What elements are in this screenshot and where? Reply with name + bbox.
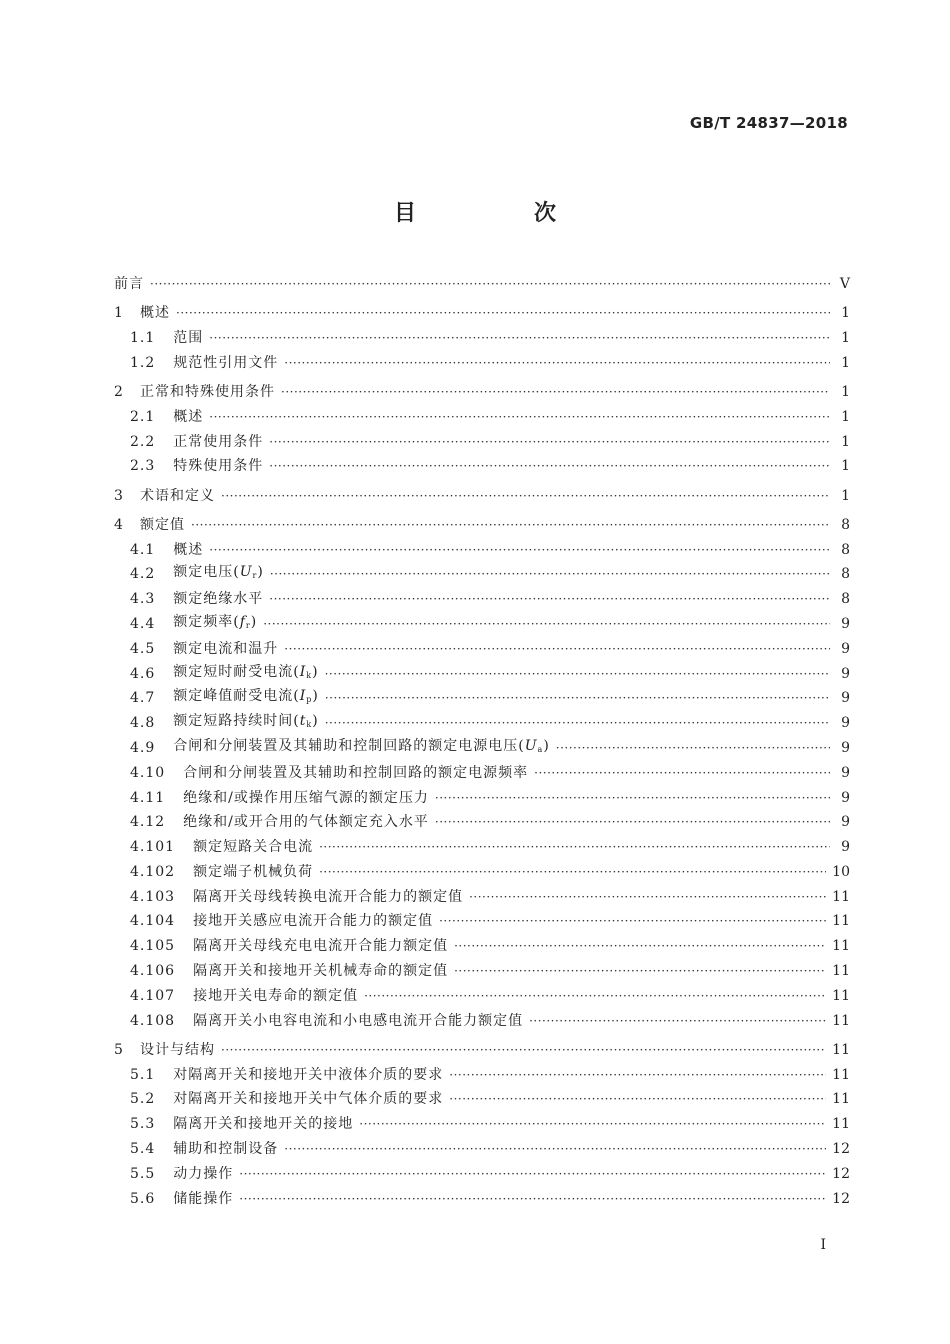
toc-entry-label xyxy=(173,1137,278,1162)
toc-entry-page: 1 xyxy=(841,383,850,400)
toc-entry-label xyxy=(173,1087,443,1112)
toc-entry-number: 5.5 xyxy=(130,1165,156,1182)
toc-entry-page: 9 xyxy=(841,615,850,632)
toc-entry-text: 术语和定义 xyxy=(140,487,215,504)
toc-entry-page: 8 xyxy=(841,541,850,558)
toc-entry-page: 9 xyxy=(841,739,850,756)
toc-entry-tail: ) xyxy=(312,663,319,680)
toc-entry-text: 合闸和分闸装置及其辅助和控制回路的额定电源电压( xyxy=(173,737,525,754)
toc-entry-page: 12 xyxy=(832,1165,850,1182)
toc-entry[interactable] xyxy=(114,1187,850,1212)
toc-entry-text: 概述 xyxy=(173,408,204,425)
toc-entry-page: 8 xyxy=(841,591,850,608)
toc-leader-dots xyxy=(269,430,830,455)
toc-entry-label xyxy=(193,860,313,885)
toc-entry-label xyxy=(193,835,313,860)
toc-entry-label xyxy=(183,761,528,786)
toc-entry-number: 4.105 xyxy=(130,938,176,955)
toc-entry-page: 9 xyxy=(841,715,850,732)
toc-entry-number: 4.102 xyxy=(130,863,176,880)
toc-entry-subscript: p xyxy=(306,695,313,705)
toc-leader-dots xyxy=(435,810,830,835)
toc-entry-page: 1 xyxy=(841,329,850,346)
toc-leader-dots xyxy=(449,1063,826,1088)
toc-entry-text: 额定短路关合电流 xyxy=(193,839,314,856)
toc-entry-text: 额定峰值耐受电流( xyxy=(173,688,300,705)
toc-entry[interactable] xyxy=(114,959,850,984)
toc-leader-dots xyxy=(469,885,826,910)
toc-entry[interactable] xyxy=(114,711,850,736)
toc-leader-dots xyxy=(325,711,830,736)
toc-entry-text: 绝缘和/或操作用压缩气源的额定压力 xyxy=(183,789,429,806)
toc-entry-text: 正常和特殊使用条件 xyxy=(140,383,275,400)
toc-leader-dots xyxy=(191,513,830,538)
toc-entry[interactable] xyxy=(114,686,850,711)
toc-entry-page: 11 xyxy=(832,938,850,955)
toc-leader-dots xyxy=(209,326,830,351)
toc-entry-page: 9 xyxy=(841,665,850,682)
toc-entry[interactable] xyxy=(114,587,850,612)
standard-code: GB/T 24837—2018 xyxy=(689,114,848,132)
toc-entry-text: 前言 xyxy=(114,276,144,292)
toc-entry-subscript: k xyxy=(306,670,313,680)
toc-leader-dots xyxy=(284,1137,826,1162)
toc-entry-number: 1.2 xyxy=(130,354,156,371)
toc-leader-dots xyxy=(209,538,830,563)
toc-leader-dots xyxy=(284,637,830,662)
toc-entry[interactable] xyxy=(114,1112,850,1137)
toc-entry-number: 1 xyxy=(114,305,124,322)
toc-leader-dots xyxy=(325,662,830,687)
toc-entry[interactable] xyxy=(114,637,850,662)
toc-entry-label xyxy=(173,734,550,763)
toc-entry[interactable] xyxy=(114,1063,850,1088)
toc-entry-label xyxy=(193,934,448,959)
toc-entry-text: 设计与结构 xyxy=(140,1041,215,1058)
toc-entry-symbol: t xyxy=(299,713,307,730)
toc-entry-number: 5.2 xyxy=(130,1091,156,1108)
toc-entry[interactable] xyxy=(114,454,850,479)
toc-entry-text: 储能操作 xyxy=(173,1190,234,1207)
toc-entry-tail: ) xyxy=(312,713,319,730)
toc-entry-label xyxy=(173,538,203,563)
toc-entry-page: 11 xyxy=(832,987,850,1004)
toc-leader-dots xyxy=(529,1009,826,1034)
toc-entry-page: 11 xyxy=(832,1066,850,1083)
toc-entry-label xyxy=(173,351,278,376)
toc-entry-text: 隔离开关和接地开关的接地 xyxy=(173,1116,354,1133)
toc-entry-number: 5.1 xyxy=(130,1066,156,1083)
toc-entry-number: 4.7 xyxy=(130,690,156,707)
toc-entry-label xyxy=(140,380,275,405)
toc-entry-page: 9 xyxy=(841,814,850,831)
toc-entry[interactable] xyxy=(114,909,850,934)
toc-entry-page: 11 xyxy=(832,1012,850,1029)
toc-entry-number: 2 xyxy=(114,383,124,400)
toc-entry-number: 4.104 xyxy=(130,913,176,930)
toc-entry-page: 12 xyxy=(832,1141,850,1158)
toc-entry-subscript: r xyxy=(245,620,251,630)
toc-entry-label xyxy=(173,1063,443,1088)
toc-entry-page: 8 xyxy=(841,566,850,583)
toc-entry-number: 4.107 xyxy=(130,987,176,1004)
toc-entry[interactable] xyxy=(114,761,850,786)
toc-entry[interactable] xyxy=(114,1009,850,1034)
toc-entry-subscript: a xyxy=(537,744,544,754)
toc-entry-label xyxy=(193,885,463,910)
toc-entry[interactable] xyxy=(114,301,850,326)
toc-entry-text: 概述 xyxy=(173,541,204,558)
toc-entry-page: 1 xyxy=(841,408,850,425)
toc-leader-dots xyxy=(263,612,830,637)
toc-entry[interactable] xyxy=(114,562,850,587)
toc-entry-number: 4.103 xyxy=(130,888,176,905)
toc-entry-tail: ) xyxy=(312,688,319,705)
toc-leader-dots xyxy=(439,909,826,934)
toc-entry-text: 特殊使用条件 xyxy=(173,458,264,475)
toc-entry-text: 额定短路持续时间( xyxy=(173,713,300,730)
toc-leader-dots xyxy=(449,1087,826,1112)
toc-entry-tail: ) xyxy=(543,737,550,754)
toc-entry[interactable] xyxy=(114,1087,850,1112)
toc-entry-label xyxy=(173,610,257,639)
toc-entry-symbol: I xyxy=(299,688,307,705)
toc-entry[interactable] xyxy=(114,835,850,860)
toc-entry-number: 5.6 xyxy=(130,1190,156,1207)
toc-entry-symbol: f xyxy=(239,613,246,630)
toc-entry[interactable] xyxy=(114,538,850,563)
toc-entry-number: 5.3 xyxy=(130,1116,156,1133)
toc-entry-label xyxy=(173,1187,233,1212)
toc-entry-label xyxy=(173,637,278,662)
toc-entry-label xyxy=(183,810,429,835)
toc-entry[interactable] xyxy=(114,430,850,455)
toc-leader-dots xyxy=(284,351,830,376)
toc-entry-number: 4.106 xyxy=(130,963,176,980)
toc-entry-number: 4.5 xyxy=(130,640,156,657)
toc-entry-label xyxy=(140,484,215,509)
toc-leader-dots xyxy=(454,959,826,984)
toc-entry-page: 1 xyxy=(841,354,850,371)
toc-entry-symbol: I xyxy=(299,663,307,680)
toc-entry-number: 2.1 xyxy=(130,408,156,425)
toc-entry-number: 4.6 xyxy=(130,665,156,682)
toc-entry[interactable] xyxy=(114,484,850,509)
toc-entry-page: 10 xyxy=(832,863,850,880)
toc-leader-dots xyxy=(239,1162,826,1187)
toc-entry-number: 4.10 xyxy=(130,764,166,781)
toc-entry-label xyxy=(193,909,433,934)
toc-entry-page: 11 xyxy=(832,888,850,905)
toc-entry-number: 4.11 xyxy=(130,789,166,806)
toc-entry[interactable] xyxy=(114,513,850,538)
toc-leader-dots xyxy=(270,562,830,587)
toc-entry-text: 合闸和分闸装置及其辅助和控制回路的额定电源频率 xyxy=(183,764,529,781)
toc-entry-page: 11 xyxy=(832,913,850,930)
toc-leader-dots xyxy=(239,1187,826,1212)
toc-entry-number: 5 xyxy=(114,1041,124,1058)
toc-entry-number: 4.12 xyxy=(130,814,166,831)
toc-leader-dots xyxy=(221,484,830,509)
toc-entry[interactable] xyxy=(114,736,850,761)
toc-entry[interactable] xyxy=(114,1162,850,1187)
toc-entry[interactable] xyxy=(114,405,850,430)
toc-entry-number: 4.2 xyxy=(130,566,156,583)
toc-entry-text: 隔离开关小电容电流和小电感电流开合能力额定值 xyxy=(193,1012,524,1029)
toc-entry-page: 9 xyxy=(841,690,850,707)
toc-entry-number: 1.1 xyxy=(130,329,156,346)
toc-entry-text: 接地开关感应电流开合能力的额定值 xyxy=(193,913,434,930)
toc-leader-dots xyxy=(556,736,830,761)
toc-entry-text: 对隔离开关和接地开关中液体介质的要求 xyxy=(173,1066,444,1083)
toc-leader-dots xyxy=(176,301,830,326)
toc-entry-label xyxy=(173,326,203,351)
toc-entry[interactable] xyxy=(114,786,850,811)
toc-entry-page: 1 xyxy=(841,305,850,322)
toc-entry-subscript: r xyxy=(252,571,258,581)
toc-entry-page: 1 xyxy=(841,433,850,450)
toc-entry-page: 9 xyxy=(841,764,850,781)
toc-entry-text: 额定频率( xyxy=(173,613,240,630)
toc-entry[interactable] xyxy=(114,272,850,297)
toc-leader-dots xyxy=(359,1112,826,1137)
toc-entry[interactable] xyxy=(114,984,850,1009)
toc-entry[interactable] xyxy=(114,1137,850,1162)
toc-entry-text: 概述 xyxy=(140,305,170,322)
toc-entry-number: 4 xyxy=(114,516,124,533)
toc-entry-label xyxy=(173,1162,233,1187)
toc-leader-dots xyxy=(221,1038,826,1063)
toc-leader-dots xyxy=(209,405,830,430)
toc-leader-dots xyxy=(150,272,830,297)
toc-entry-symbol: U xyxy=(524,737,538,754)
toc-entry-text: 对隔离开关和接地开关中气体介质的要求 xyxy=(173,1091,444,1108)
toc-entry[interactable] xyxy=(114,860,850,885)
toc-entry[interactable] xyxy=(114,662,850,687)
toc-entry-text: 额定电流和温升 xyxy=(173,640,279,657)
toc-entry-label xyxy=(193,984,358,1009)
toc-entry-label xyxy=(173,560,264,589)
toc-entry-text: 隔离开关和接地开关机械寿命的额定值 xyxy=(193,963,449,980)
toc-entry-number: 3 xyxy=(114,487,124,504)
toc-entry-label xyxy=(173,430,263,455)
toc-entry-label xyxy=(173,454,263,479)
toc-leader-dots xyxy=(454,934,826,959)
toc-entry-page: 1 xyxy=(841,458,850,475)
table-of-contents xyxy=(114,272,850,1211)
toc-entry-tail: ) xyxy=(250,613,258,630)
toc-entry-number: 4.108 xyxy=(130,1012,176,1029)
toc-entry-text: 额定短时耐受电流( xyxy=(173,663,300,680)
page-title: 目 次 xyxy=(393,201,604,226)
toc-entry-text: 辅助和控制设备 xyxy=(173,1141,279,1158)
toc-entry-text: 隔离开关母线充电电流开合能力额定值 xyxy=(193,938,449,955)
toc-entry-text: 范围 xyxy=(173,329,204,346)
toc-entry-page: V xyxy=(839,276,850,292)
toc-leader-dots xyxy=(364,984,826,1009)
toc-entry-number: 4.3 xyxy=(130,591,156,608)
toc-entry-label xyxy=(183,786,429,811)
toc-entry[interactable] xyxy=(114,810,850,835)
toc-entry-text: 动力操作 xyxy=(173,1165,234,1182)
toc-entry-label xyxy=(193,959,448,984)
toc-entry-number: 4.9 xyxy=(130,739,156,756)
toc-entry-number: 2.3 xyxy=(130,458,156,475)
toc-entry-number: 5.4 xyxy=(130,1141,156,1158)
toc-entry-number: 4.4 xyxy=(130,615,156,632)
toc-entry[interactable] xyxy=(114,351,850,376)
toc-entry-text: 接地开关电寿命的额定值 xyxy=(193,987,359,1004)
toc-entry-text: 额定绝缘水平 xyxy=(173,591,264,608)
toc-entry-page: 9 xyxy=(841,839,850,856)
toc-entry-text: 规范性引用文件 xyxy=(173,354,279,371)
toc-entry-text: 额定电压( xyxy=(173,564,240,581)
toc-entry-symbol: U xyxy=(239,564,253,581)
toc-entry-label xyxy=(173,587,263,612)
toc-entry-number: 4.1 xyxy=(130,541,156,558)
toc-entry-number: 4.8 xyxy=(130,715,156,732)
toc-entry[interactable] xyxy=(114,612,850,637)
toc-entry-label xyxy=(173,405,203,430)
toc-entry[interactable] xyxy=(114,885,850,910)
toc-leader-dots xyxy=(534,761,830,786)
toc-entry-number: 4.101 xyxy=(130,839,176,856)
toc-leader-dots xyxy=(319,860,826,885)
toc-entry-page: 9 xyxy=(841,640,850,657)
toc-leader-dots xyxy=(269,454,830,479)
toc-entry-page: 1 xyxy=(841,487,850,504)
toc-entry[interactable] xyxy=(114,326,850,351)
toc-entry-page: 11 xyxy=(832,963,850,980)
toc-entry-text: 正常使用条件 xyxy=(173,433,264,450)
toc-entry-subscript: k xyxy=(306,720,313,730)
toc-entry-label xyxy=(114,272,144,297)
toc-leader-dots xyxy=(269,587,830,612)
toc-entry-text: 额定值 xyxy=(140,516,185,533)
toc-entry-tail: ) xyxy=(257,564,264,581)
toc-leader-dots xyxy=(435,786,830,811)
toc-entry-text: 额定端子机械负荷 xyxy=(193,863,314,880)
toc-entry-label xyxy=(173,1112,353,1137)
toc-entry-page: 9 xyxy=(841,789,850,806)
toc-entry-text: 隔离开关母线转换电流开合能力的额定值 xyxy=(193,888,464,905)
toc-entry-page: 12 xyxy=(832,1190,850,1207)
page-number: I xyxy=(820,1237,826,1253)
toc-entry-label xyxy=(140,301,170,326)
toc-entry-page: 11 xyxy=(832,1091,850,1108)
toc-entry-page: 11 xyxy=(832,1041,850,1058)
toc-leader-dots xyxy=(281,380,830,405)
toc-entry-page: 8 xyxy=(841,516,850,533)
toc-entry-page: 11 xyxy=(832,1116,850,1133)
toc-leader-dots xyxy=(325,686,830,711)
toc-entry-number: 2.2 xyxy=(130,433,156,450)
toc-entry-label xyxy=(193,1009,523,1034)
toc-entry-label xyxy=(140,1038,215,1063)
toc-leader-dots xyxy=(319,835,830,860)
toc-entry[interactable] xyxy=(114,934,850,959)
toc-entry[interactable] xyxy=(114,380,850,405)
toc-entry[interactable] xyxy=(114,1038,850,1063)
toc-entry-label xyxy=(140,513,185,538)
toc-entry-text: 绝缘和/或开合用的气体额定充入水平 xyxy=(183,814,429,831)
